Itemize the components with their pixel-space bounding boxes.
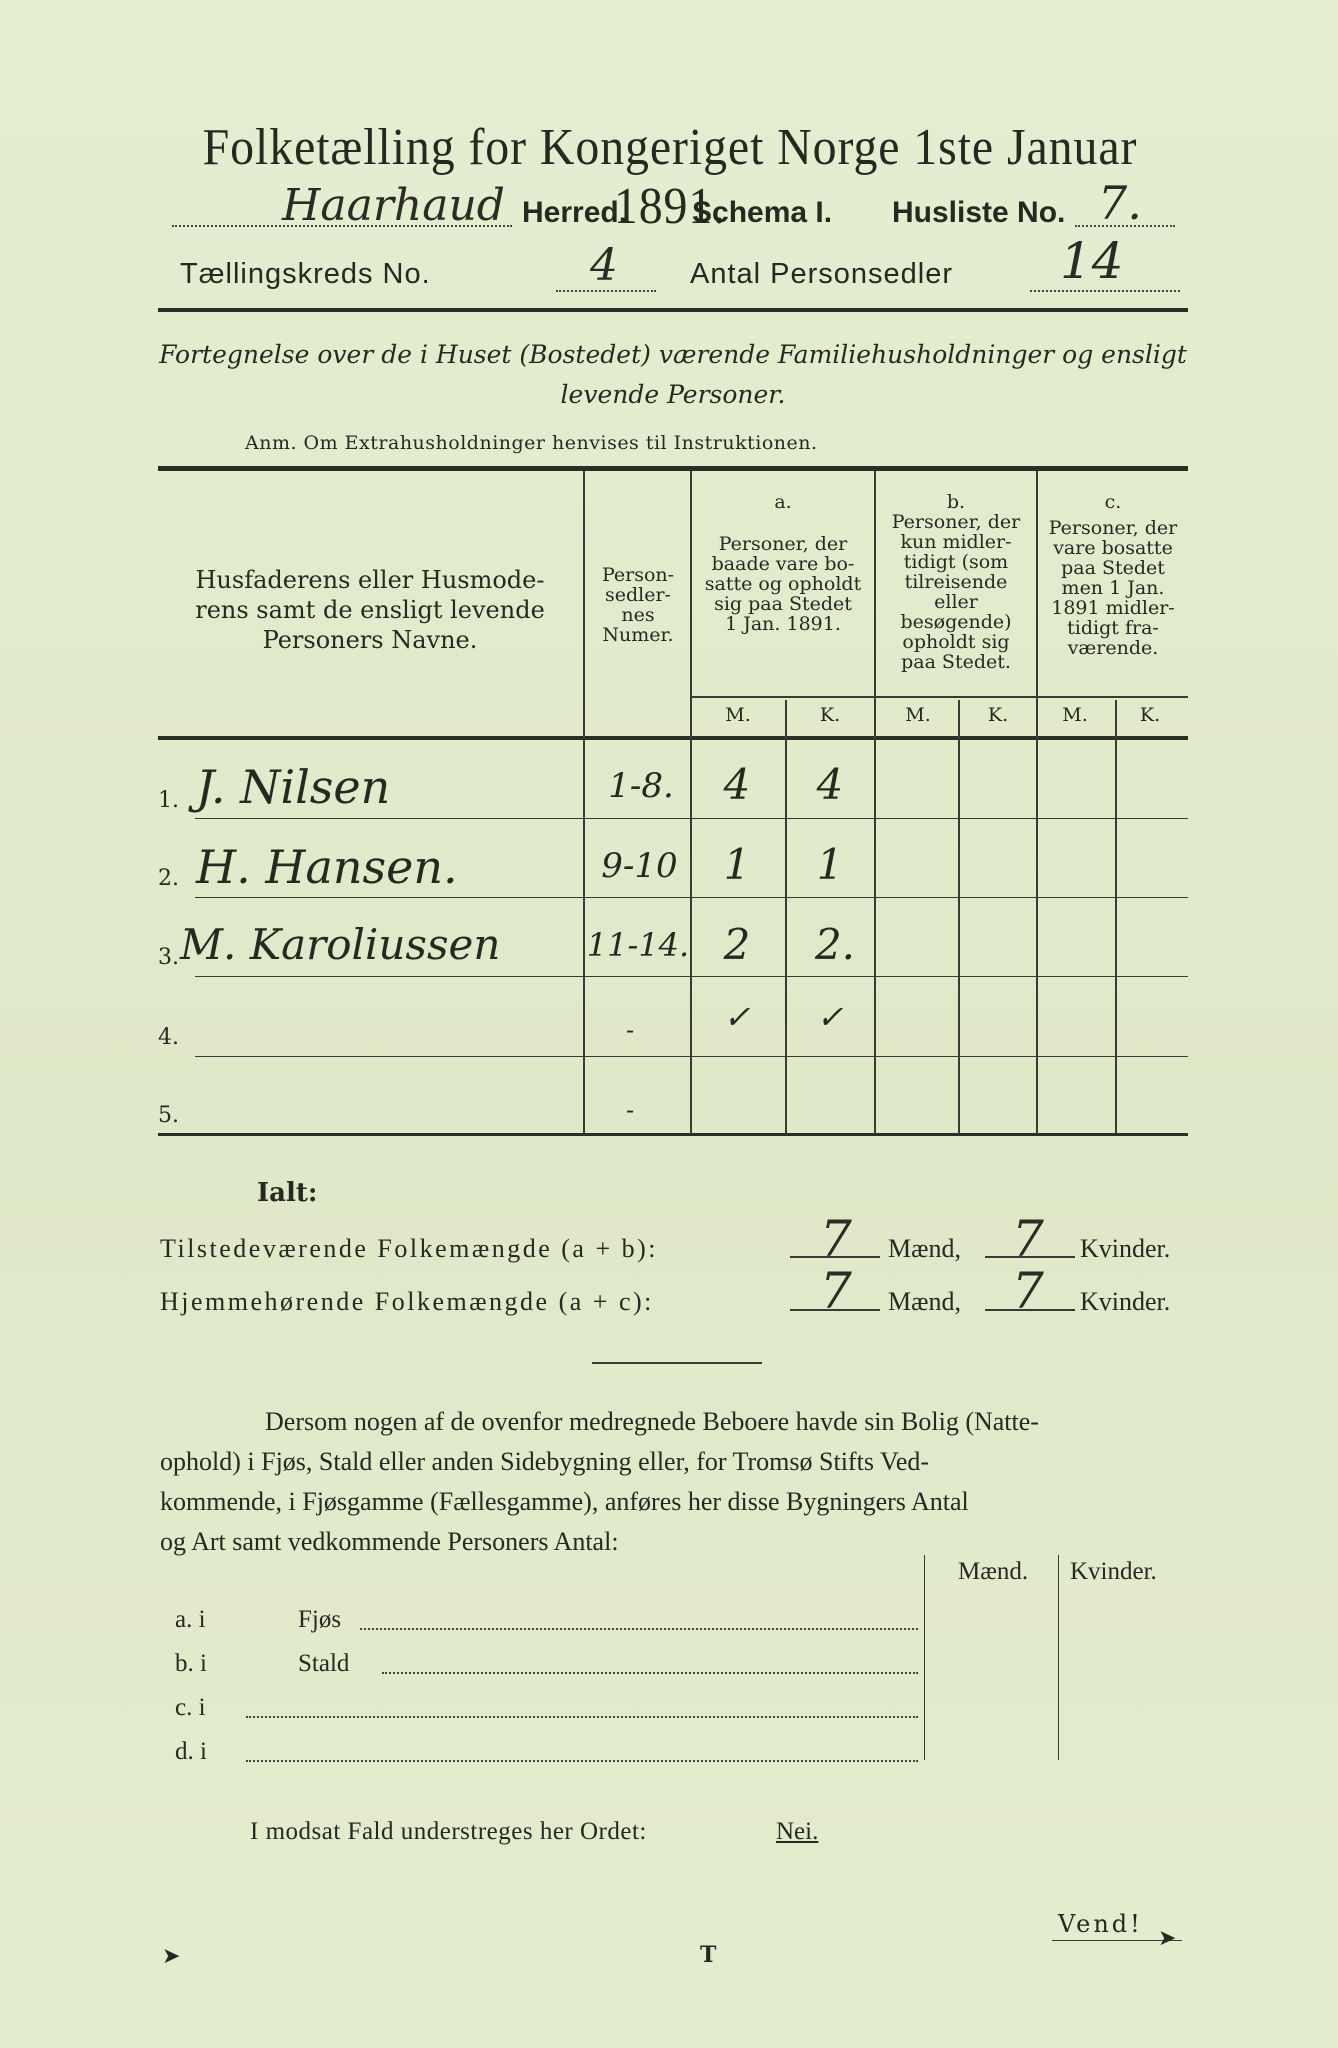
header-b-k: K. <box>987 704 1009 726</box>
hjemme-kvinder-label: Kvinder. <box>1080 1287 1171 1316</box>
header-name-line-2: rens samt de ensligt levende <box>195 596 545 624</box>
tilstede-maend-label: Mænd, <box>888 1234 961 1263</box>
footer-col-kvinder: Kvinder. <box>1070 1558 1157 1585</box>
header-c-line-3: paa Stedet <box>1061 557 1165 579</box>
row-5-num: - <box>626 1096 635 1124</box>
header-b-line-1: Personer, der <box>891 511 1021 533</box>
col-divider-a-mk <box>785 700 787 1133</box>
row-5-number: 5. <box>158 1103 179 1128</box>
table-header-bottom-rule <box>158 736 1188 740</box>
header-b-line-3: tidigt (som <box>903 551 1009 573</box>
tilstede-m-value: 7 <box>820 1210 852 1268</box>
header-num-line-2: sedler- <box>605 584 671 606</box>
item-b-label: Stald <box>298 1650 350 1677</box>
intro-line-2: levende Personer. <box>560 380 786 409</box>
table-bottom-rule <box>158 1133 1188 1136</box>
footer-para-line-3: kommende, i Fjøsgamme (Fællesgamme), anføres her disse Bygningers Antal <box>160 1487 969 1516</box>
header-a-m: M. <box>725 704 751 726</box>
header-c-line-1: Personer, der <box>1048 517 1178 539</box>
header-num-col <box>588 565 688 645</box>
hjemme-m-value: 7 <box>820 1262 852 1320</box>
row-2-a-k: 1 <box>816 840 844 889</box>
husliste-label: Husliste No. <box>892 196 1066 229</box>
row-3-name: M. Karoliussen <box>180 920 501 969</box>
header-c-line-6: tidigt fra- <box>1067 617 1159 639</box>
item-a-label: Fjøs <box>298 1606 342 1633</box>
row-2-rule <box>195 897 1188 898</box>
header-name-line-3: Personers Navne. <box>262 626 478 654</box>
header-c-k: K. <box>1139 704 1161 726</box>
col-divider-c-mk <box>1115 700 1117 1133</box>
header-b-line-2: kun midler- <box>900 531 1012 553</box>
header-c-line-4: men 1 Jan. <box>1061 577 1165 599</box>
herred-value: Haarhaud <box>282 180 505 231</box>
header-rule <box>158 308 1188 312</box>
row-1-a-k: 4 <box>816 760 844 809</box>
row-4-num: - <box>626 1016 635 1044</box>
hjemme-label: Hjemmehørende Folkemængde (a + c): <box>160 1287 654 1316</box>
husliste-value: 7. <box>1098 176 1142 230</box>
item-b-dots <box>382 1672 918 1674</box>
header-c-m: M. <box>1062 704 1088 726</box>
herred-label: Herred. <box>522 196 628 229</box>
footer-col-divider-2 <box>1058 1555 1059 1760</box>
antal-dotted-line <box>1030 290 1180 292</box>
col-divider-name <box>583 471 585 1133</box>
row-3-rule <box>195 976 1188 977</box>
antal-label: Antal Personsedler <box>690 258 954 290</box>
header-c-col <box>1040 492 1186 658</box>
header-c-line-2: vare bosatte <box>1053 537 1173 559</box>
header-a-line-3: satte og opholdt <box>704 573 862 595</box>
col-divider-b <box>1036 471 1038 1133</box>
ialt-label: Ialt: <box>257 1178 318 1208</box>
modsat-text: I modsat Fald understreges her Ordet: <box>250 1818 647 1845</box>
header-num-line-3: nes <box>621 604 655 626</box>
row-4-a-k: ✓ <box>816 998 844 1036</box>
footer-col-maend: Mænd. <box>958 1558 1029 1585</box>
row-2-number: 2. <box>158 866 179 891</box>
kreds-value: 4 <box>590 240 618 291</box>
footer-para-line-1: Dersom nogen af de ovenfor medregnede Beboere havde sin Bolig (Natte- <box>265 1407 1039 1436</box>
header-name-line-1: Husfaderens eller Husmode- <box>195 566 545 594</box>
row-4-rule <box>195 1056 1188 1057</box>
tilstede-kvinder-label: Kvinder. <box>1080 1234 1171 1263</box>
antal-value: 14 <box>1060 232 1124 290</box>
row-1-num: 1-8. <box>608 766 674 806</box>
tilstede-label: Tilstedeværende Folkemængde (a + b): <box>160 1234 658 1263</box>
col-divider-num <box>690 471 692 1133</box>
row-1-number: 1. <box>158 788 179 813</box>
row-1-a-m: 4 <box>723 760 751 809</box>
hjemme-maend-label: Mænd, <box>888 1287 961 1316</box>
header-b-line-5: eller <box>934 591 978 613</box>
footer-para-line-4: og Art samt vedkommende Personers Antal: <box>160 1527 619 1556</box>
kreds-label: Tællingskreds No. <box>180 258 431 290</box>
header-c-line-5: 1891 midler- <box>1051 597 1175 619</box>
footer-paragraph <box>160 1402 1190 1562</box>
row-1-rule <box>195 818 1188 819</box>
intro-line-1: Fortegnelse over de i Huset (Bostedet) værende Familiehusholdninger og ensligt <box>159 340 1187 369</box>
header-b-col <box>878 492 1034 672</box>
header-b-line-8: paa Stedet. <box>901 651 1011 673</box>
item-c-dots <box>246 1716 918 1718</box>
header-a-col <box>694 492 872 634</box>
row-3-num: 11-14. <box>586 926 690 964</box>
row-3-number: 3. <box>158 945 179 970</box>
left-corner-mark: ➤ <box>162 1944 181 1969</box>
header-b-line-7: opholdt sig <box>902 631 1010 653</box>
header-a-line-1: Personer, der <box>718 533 848 555</box>
item-d-dots <box>246 1760 918 1762</box>
header-a-line-4: sig paa Stedet <box>714 593 852 615</box>
item-b-letter: b. i <box>175 1650 207 1677</box>
hjemme-k-value: 7 <box>1012 1262 1044 1320</box>
footer-col-divider-1 <box>924 1555 925 1760</box>
form-title: Folketælling for Kongeriget Norge 1ste Januar 1891. <box>202 119 1138 235</box>
row-1-name: J. Nilsen <box>196 760 391 814</box>
header-num-line-4: Numer. <box>602 624 674 646</box>
row-3-a-m: 2 <box>723 920 751 969</box>
header-a-k: K. <box>819 704 841 726</box>
header-b-line-4: tilreisende <box>904 571 1008 593</box>
right-corner-mark: ➤ <box>1158 1926 1177 1951</box>
header-b-m: M. <box>905 704 931 726</box>
header-num-line-1: Person- <box>601 564 675 586</box>
schema-label: Schema I. <box>692 196 833 229</box>
header-c-letter: c. <box>1104 491 1122 513</box>
item-a-dots <box>360 1628 918 1630</box>
item-d-letter: d. i <box>175 1738 207 1765</box>
row-4-number: 4. <box>158 1025 179 1050</box>
row-2-num: 9-10 <box>601 846 678 886</box>
header-b-line-6: besøgende) <box>900 611 1012 633</box>
vend-label: Vend! <box>1058 1910 1143 1938</box>
row-3-a-k: 2. <box>814 920 856 969</box>
header-b-letter: b. <box>946 491 966 513</box>
item-c-letter: c. i <box>175 1694 206 1721</box>
mk-header-rule <box>692 696 1188 698</box>
nei-word: Nei. <box>776 1818 819 1845</box>
row-4-a-m: ✓ <box>723 998 751 1036</box>
center-mark: T <box>700 1942 717 1968</box>
footer-para-line-2: ophold) i Fjøs, Stald eller anden Sidebygning eller, for Tromsø Stifts Ved- <box>160 1447 930 1476</box>
section-divider <box>592 1362 762 1364</box>
anm-note: Anm. Om Extrahusholdninger henvises til Instruktionen. <box>245 432 818 454</box>
header-a-letter: a. <box>774 491 792 513</box>
header-a-line-5: 1 Jan. 1891. <box>725 613 841 635</box>
col-divider-b-mk <box>958 700 960 1133</box>
header-name-col <box>170 565 570 655</box>
row-2-a-m: 1 <box>723 840 751 889</box>
item-a-letter: a. i <box>175 1606 206 1633</box>
col-divider-a <box>874 471 876 1133</box>
table-top-rule <box>158 466 1188 471</box>
header-c-line-7: værende. <box>1067 637 1159 659</box>
tilstede-k-value: 7 <box>1012 1210 1044 1268</box>
header-a-line-2: baade vare bo- <box>711 553 855 575</box>
row-2-name: H. Hansen. <box>196 840 458 894</box>
